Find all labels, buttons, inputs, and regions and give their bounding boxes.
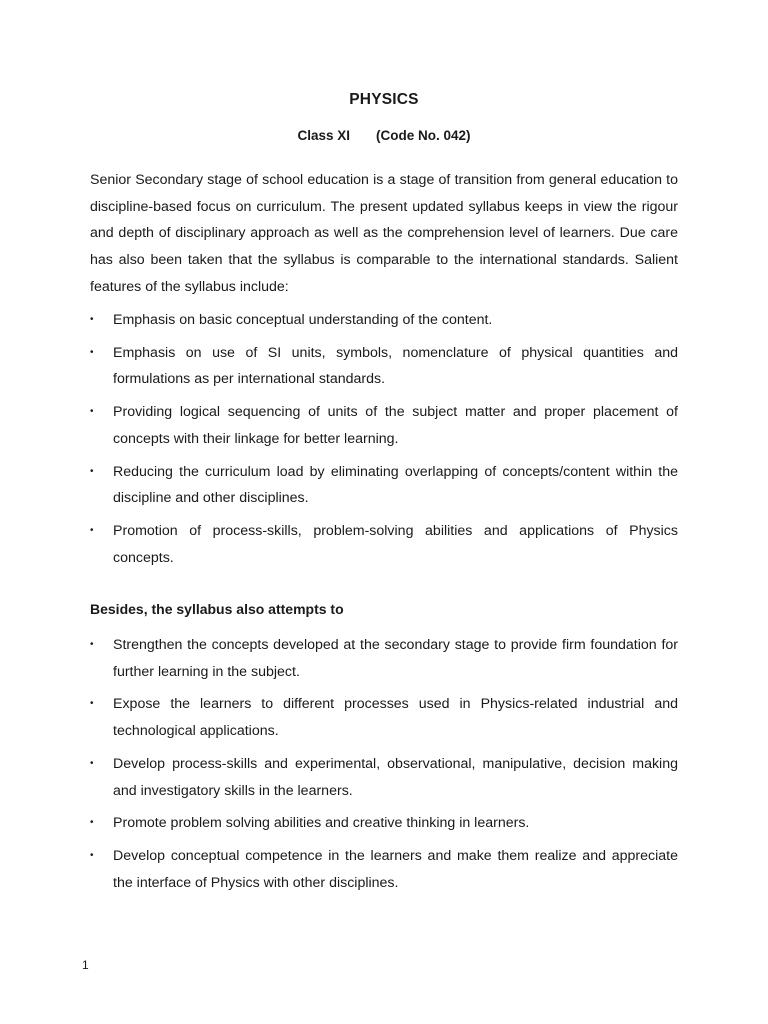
bullet-icon: • <box>90 346 94 358</box>
list-item <box>90 518 678 571</box>
class-label: Class XI <box>297 128 350 143</box>
bullet-icon: • <box>90 698 94 710</box>
bullet-icon: • <box>90 314 94 325</box>
list-item-text: Expose the learners to different processes used in Physics-related industrial and technological applications. <box>113 696 678 740</box>
code-label: (Code No. 042) <box>376 128 471 143</box>
list-item-text: Reducing the curriculum load by eliminating overlapping of concepts/content within the discipline and other disciplines. <box>113 463 678 507</box>
list-item-text: Strengthen the concepts developed at the secondary stage to provide firm foundation for further learning in the subject. <box>113 637 678 680</box>
bullet-icon: • <box>90 817 94 829</box>
bullet-icon: • <box>90 757 94 769</box>
list-item <box>90 459 678 512</box>
bullet-icon: • <box>90 849 94 861</box>
list-item-text: Promotion of process-skills, problem-solving abilities and applications of Physics concepts. <box>113 522 678 566</box>
document-title: PHYSICS <box>349 91 419 108</box>
list-item <box>90 307 678 334</box>
list-item-text: Develop process-skills and experimental, observational, manipulative, decision making and investigatory skills in the learners. <box>113 755 678 799</box>
document-subtitle <box>0 128 768 143</box>
bullet-icon: • <box>90 524 94 536</box>
page-number: 1 <box>82 958 89 972</box>
bullet-icon: • <box>90 465 94 477</box>
attempts-list <box>90 632 678 902</box>
bullet-icon: • <box>90 406 94 418</box>
list-item <box>90 632 678 685</box>
list-item <box>90 810 678 837</box>
bullet-icon: • <box>90 639 94 650</box>
attempts-heading: Besides, the syllabus also attempts to <box>90 601 344 617</box>
list-item <box>90 340 678 393</box>
list-item-text: Promote problem solving abilities and creative thinking in learners. <box>113 815 530 832</box>
list-item <box>90 751 678 804</box>
list-item-text: Emphasis on use of SI units, symbols, nomenclature of physical quantities and formulations as per international standards. <box>113 344 678 388</box>
list-item <box>90 843 678 896</box>
list-item-text: Providing logical sequencing of units of the subject matter and proper placement of concepts with their linkage for better learning. <box>113 404 678 447</box>
intro-paragraph: Senior Secondary stage of school education is a stage of transition from general education to discipline-based focus on curriculum. The present updated syllabus keeps in view the rigour and depth of disciplinary approach as well as the comprehension level of learners. Due care has also been taken that the syllabus is comparable to the international standards. Salient features of the syllabus include: <box>90 172 678 295</box>
list-item <box>90 399 678 452</box>
list-item-text: Emphasis on basic conceptual understanding of the content. <box>113 312 493 328</box>
features-list <box>90 307 678 577</box>
list-item <box>90 691 678 744</box>
list-item-text: Develop conceptual competence in the learners and make them realize and appreciate the interface of Physics with other disciplines. <box>113 847 678 891</box>
